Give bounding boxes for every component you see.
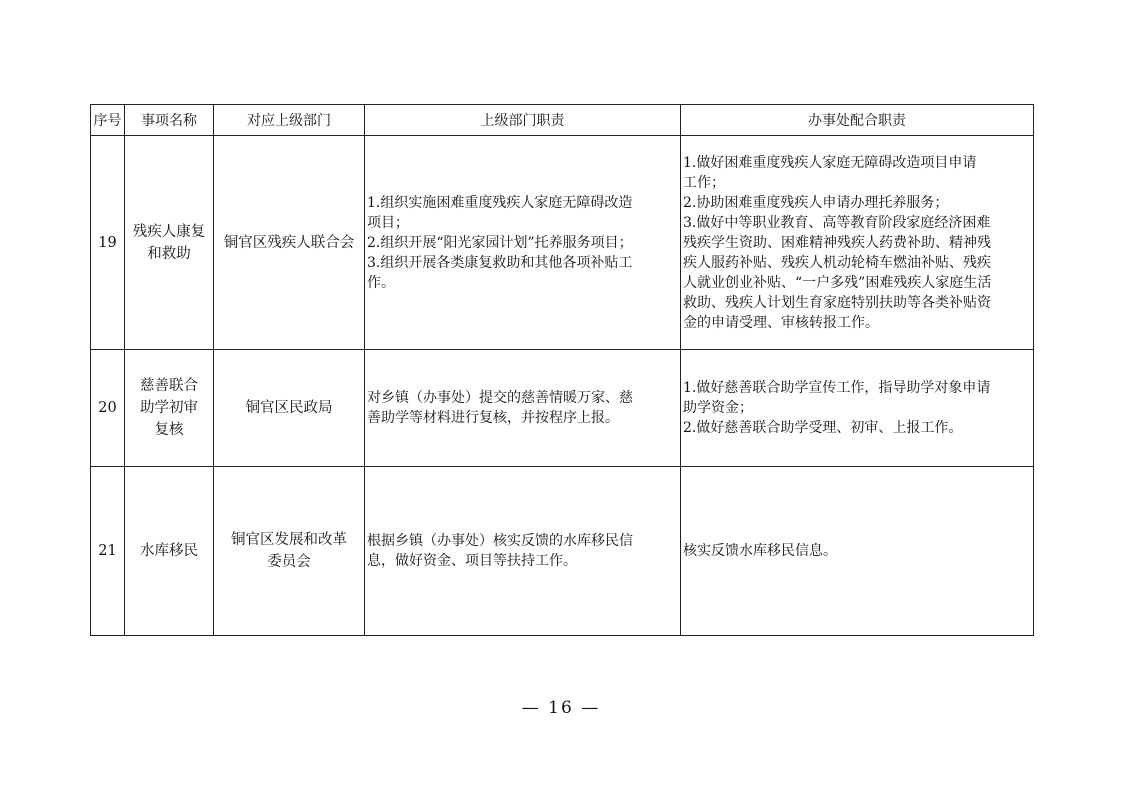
- row-serial: 20: [91, 350, 125, 467]
- row-superior-duty: [365, 136, 681, 350]
- header-superior-duty: 上级部门职责: [365, 105, 681, 136]
- row-duty-line: 1.组织实施困难重度残疾人家庭无障碍改造: [367, 194, 633, 211]
- row-coop-line: 人就业创业补贴、“一户多残”困难残疾人家庭生活: [683, 274, 992, 291]
- duty-table: [90, 104, 1034, 636]
- row-item-name-line: 复核: [154, 422, 184, 438]
- row-item-name-line: 助学初审: [140, 400, 198, 416]
- row-coop-line: 金的申请受理、审核转报工作。: [683, 314, 879, 331]
- row-coop-line: 救助、残疾人计划生育家庭特别扶助等各类补贴资: [683, 294, 991, 311]
- row-superior-dept: [214, 467, 365, 636]
- row-duty-line: 作。: [367, 274, 395, 291]
- row-superior-duty: [365, 467, 681, 636]
- row-duty-line: 善助学等材料进行复核，并按程序上报。: [367, 410, 619, 426]
- table-row: [91, 467, 1034, 636]
- row-office-duty: [681, 136, 1034, 350]
- row-dept-line: 委员会: [267, 554, 311, 570]
- row-coop-line: 3.做好中等职业教育、高等教育阶段家庭经济困难: [683, 214, 991, 231]
- row-coop-line: 2.做好慈善联合助学受理、初审、上报工作。: [683, 420, 963, 436]
- row-item-name-line: 慈善联合: [140, 378, 198, 394]
- row-serial: 19: [91, 136, 125, 350]
- row-item-name-line: 水库移民: [140, 543, 198, 559]
- row-item-name-line: 和救助: [147, 245, 191, 262]
- header-row: [91, 105, 1034, 136]
- row-coop-line: 残疾学生资助、困难精神残疾人药费补助、精神残: [683, 234, 991, 251]
- row-item-name: [125, 467, 214, 636]
- row-duty-line: 根据乡镇（办事处）核实反馈的水库移民信: [367, 533, 633, 549]
- row-office-duty: [681, 350, 1034, 467]
- header-item-name: 事项名称: [125, 105, 214, 136]
- table-row: [91, 350, 1034, 467]
- row-duty-line: 2.组织开展“阳光家园计划”托养服务项目；: [367, 234, 633, 251]
- row-item-name: [125, 350, 214, 467]
- row-dept-line: 铜官区发展和改革: [231, 532, 347, 548]
- row-coop-line: 1.做好困难重度残疾人家庭无障碍改造项目申请: [683, 154, 977, 171]
- row-dept-line: 铜官区民政局: [245, 400, 333, 416]
- header-office-duty: 办事处配合职责: [681, 105, 1034, 136]
- row-coop-line: 疾人服药补贴、残疾人机动轮椅车燃油补贴、残疾: [683, 254, 991, 271]
- header-serial: 序号: [91, 105, 125, 136]
- row-superior-dept: [214, 136, 365, 350]
- row-coop-line: 2.协助困难重度残疾人申请办理托养服务；: [683, 194, 949, 211]
- row-serial: 21: [91, 467, 125, 636]
- row-coop-line: 1.做好慈善联合助学宣传工作，指导助学对象申请: [683, 380, 991, 396]
- header-superior-dept: 对应上级部门: [214, 105, 365, 136]
- page-number: — 16 —: [521, 698, 601, 718]
- row-superior-duty: [365, 350, 681, 467]
- row-coop-line: 工作；: [683, 174, 725, 191]
- row-dept-line: 铜官区残疾人联合会: [223, 234, 355, 251]
- row-coop-line: 核实反馈水库移民信息。: [683, 543, 837, 559]
- row-coop-line: 助学资金；: [683, 400, 753, 416]
- row-duty-line: 息，做好资金、项目等扶持工作。: [367, 553, 577, 569]
- row-duty-line: 对乡镇（办事处）提交的慈善情暖万家、慈: [367, 390, 633, 406]
- row-superior-dept: [214, 350, 365, 467]
- table-row: [91, 136, 1034, 350]
- row-item-name: [125, 136, 214, 350]
- row-office-duty: [681, 467, 1034, 636]
- row-duty-line: 3.组织开展各类康复救助和其他各项补贴工: [367, 254, 633, 271]
- row-item-name-line: 残疾人康复: [132, 223, 206, 240]
- row-duty-line: 项目；: [367, 214, 409, 231]
